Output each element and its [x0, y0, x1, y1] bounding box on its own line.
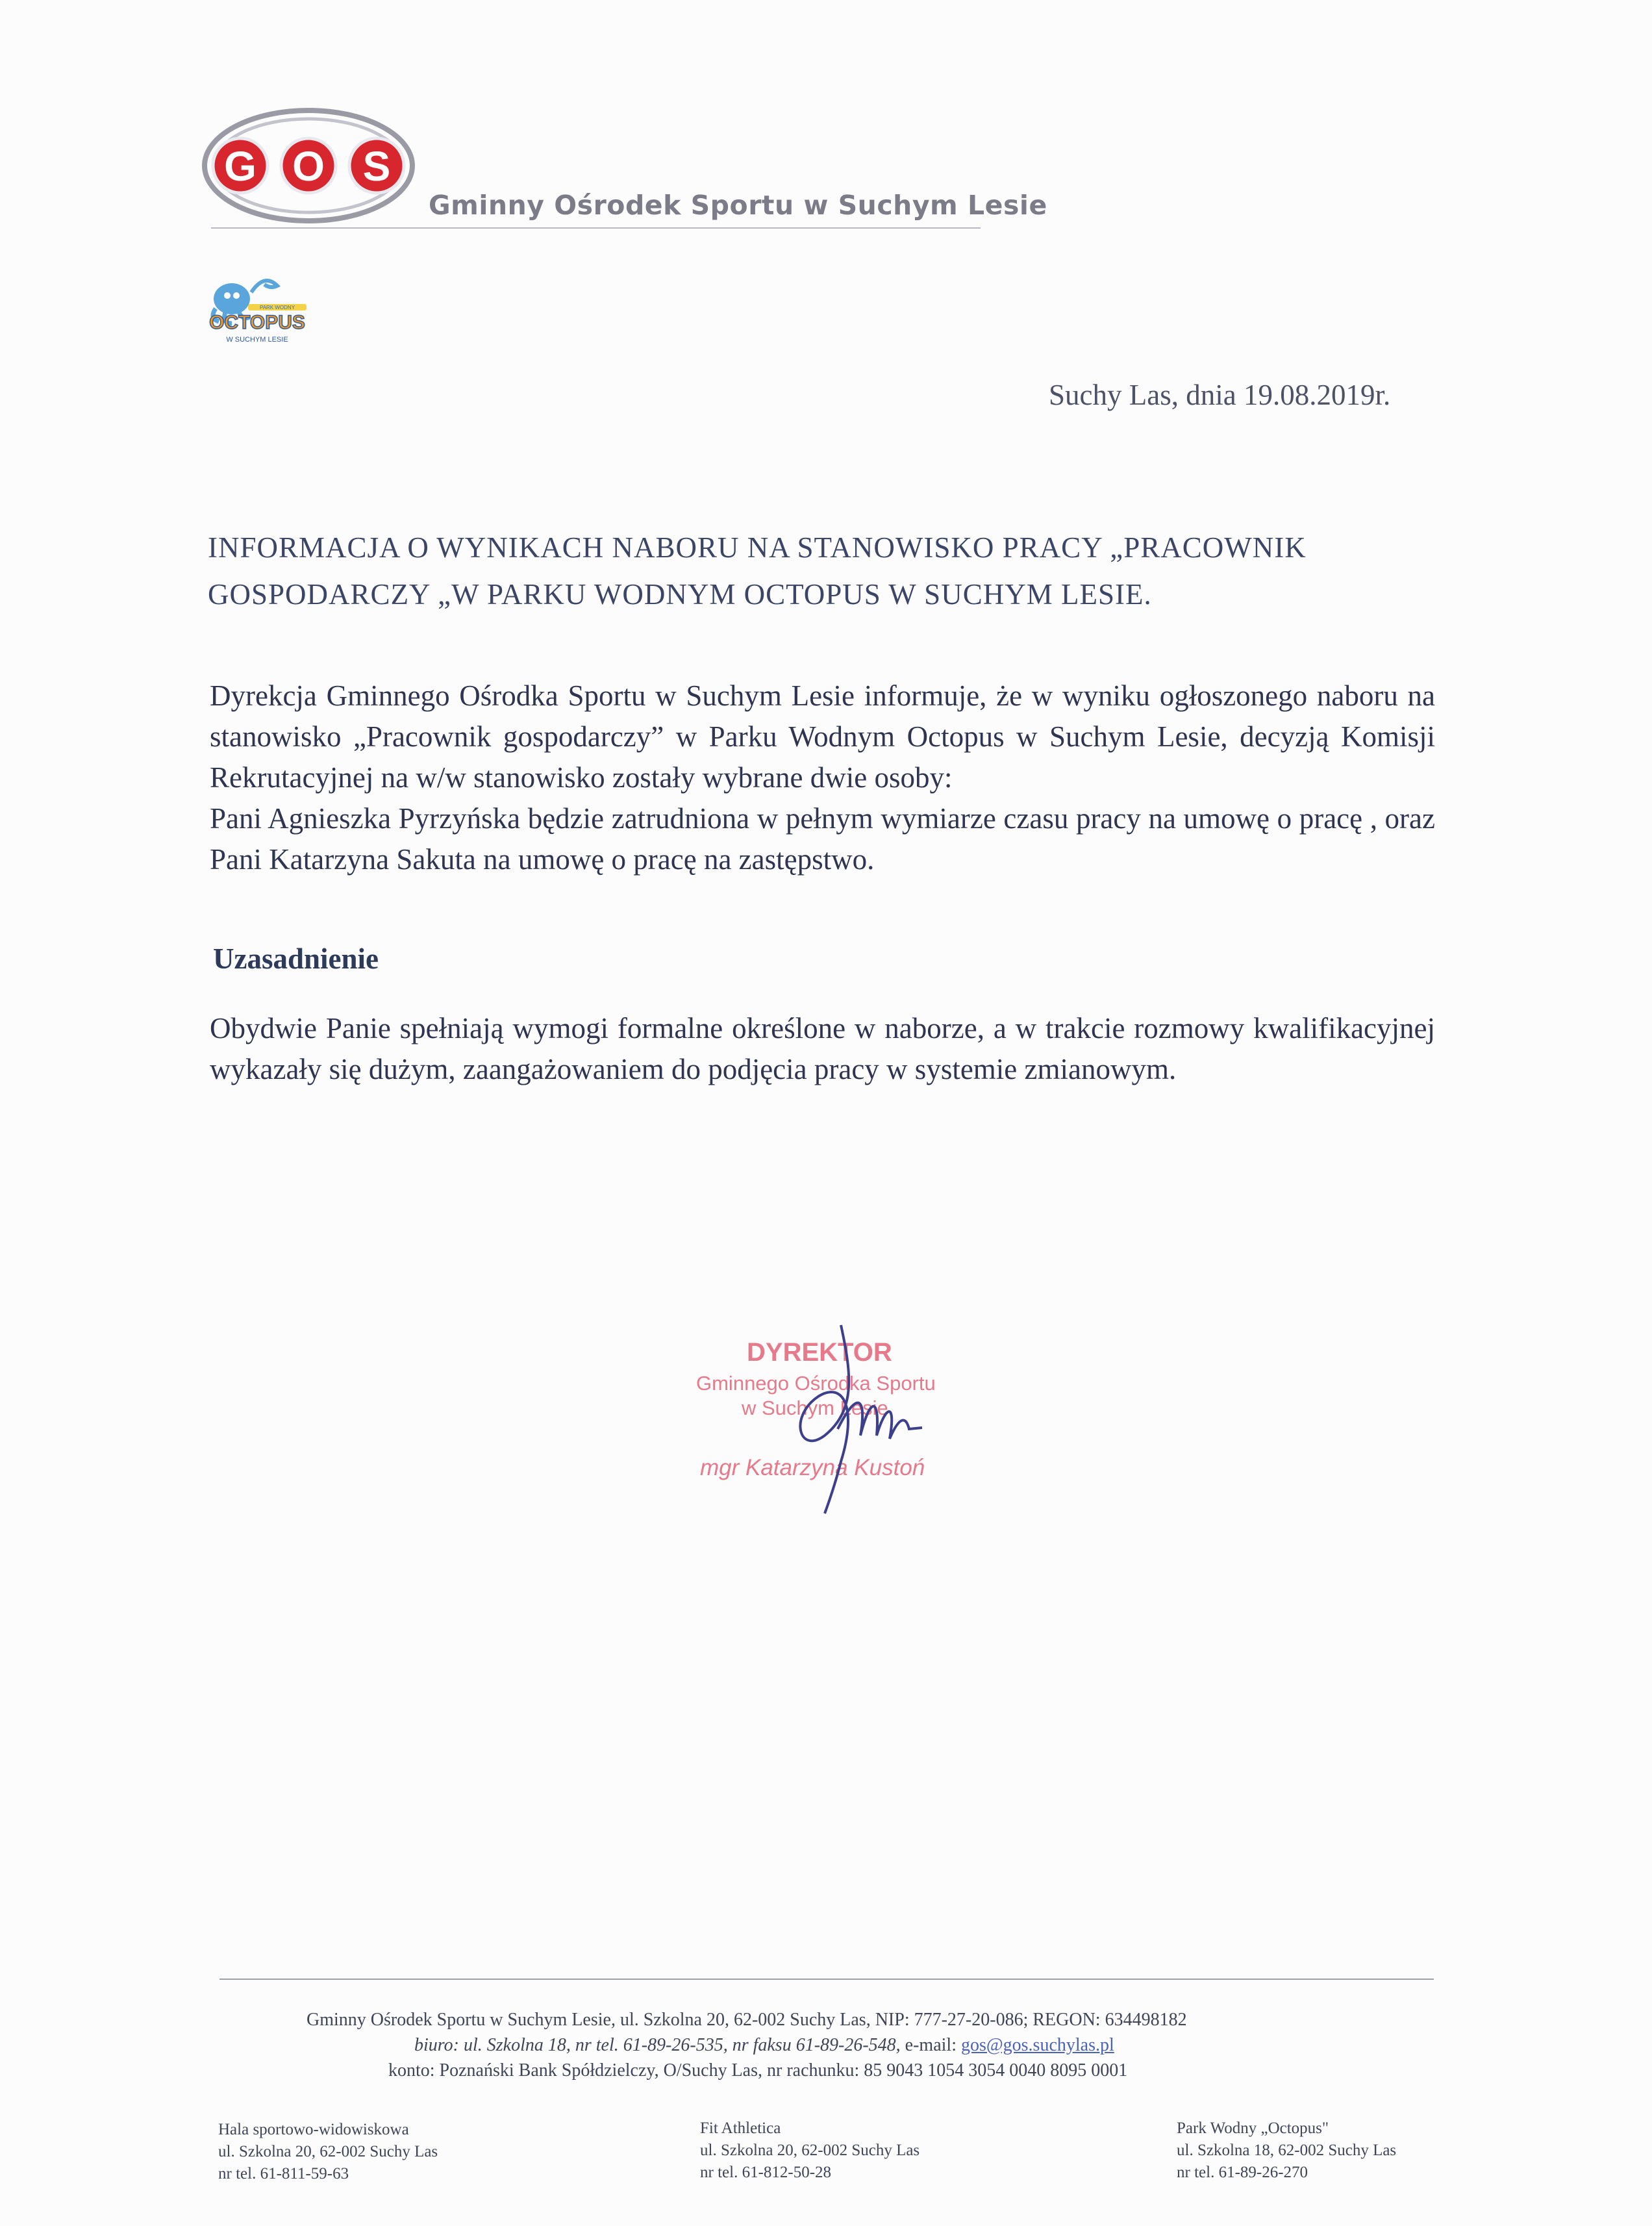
footer-venue-hall — [218, 2119, 438, 2185]
octopus-logo — [203, 273, 313, 351]
email-label: e-mail: — [900, 2035, 961, 2055]
logo-letter-o: O — [292, 143, 325, 190]
venue-phone: nr tel. 61-89-26-270 — [1177, 2164, 1308, 2181]
octopus-logo-bottom: W SUCHYM LESIE — [226, 336, 288, 344]
logo-letter-g: G — [224, 143, 257, 190]
letter-title-line: GOSPODARCZY „W PARKU WODNYM OCTOPUS W SUCHYM LESIE. — [208, 578, 1152, 611]
stamp-location: w Suchym Lesie — [742, 1397, 888, 1419]
letter-title — [208, 524, 1435, 618]
venue-name: Hala sportowo-widowiskowa — [218, 2121, 409, 2138]
gos-logo — [198, 104, 419, 234]
venue-name: Park Wodny „Octopus" — [1177, 2119, 1329, 2137]
footer-venue-fit — [700, 2118, 920, 2184]
email-link[interactable]: gos@gos.suchylas.pl — [960, 2035, 1114, 2055]
paragraph-text: Dyrekcja Gminnego Ośrodka Sportu w Suchym Lesie informuje, że w wyniku ogłoszonego naboru na stanowisko „Pracownik gospodarczy” w Parku Wodnym Octopus w Suchym Lesie, decyzją Komisji Rekrutacyjnej na w/w stanowisko zostały wybrane dwie osoby: — [210, 679, 1435, 794]
organization-name: Gminny Ośrodek Sportu w Suchym Lesie — [429, 190, 1047, 221]
letter-date: Suchy Las, dnia 19.08.2019r. — [1049, 379, 1391, 411]
octopus-logo-top: PARK WODNY — [259, 305, 295, 310]
stamp-organization: Gminnego Ośrodka Sportu — [696, 1372, 936, 1395]
venue-name: Fit Athletica — [700, 2119, 781, 2137]
logo-letter-s: S — [362, 143, 391, 190]
stamp-title: DYREKTOR — [747, 1338, 892, 1367]
letter-title-line: INFORMACJA O WYNIKACH NABORU NA STANOWISKO PRACY „PRACOWNIK — [208, 531, 1307, 564]
header-divider — [211, 227, 981, 229]
venue-phone: nr tel. 61-812-50-28 — [700, 2164, 832, 2181]
footer-divider — [219, 1979, 1434, 1980]
handwritten-signature — [727, 1319, 961, 1526]
body-paragraph-justification — [210, 1008, 1435, 1090]
stamp-signatory-name: mgr Katarzyna Kustoń — [700, 1455, 925, 1480]
venue-address: ul. Szkolna 20, 62-002 Suchy Las — [218, 2143, 438, 2160]
venue-phone: nr tel. 61-811-59-63 — [218, 2165, 349, 2182]
venue-address: ul. Szkolna 18, 62-002 Suchy Las — [1177, 2142, 1397, 2159]
footer-office-contact — [414, 2035, 1114, 2056]
octopus-logo-main: OCTOPUS — [209, 312, 305, 333]
body-paragraph-decision — [210, 676, 1435, 880]
paragraph-text: Pani Agnieszka Pyrzyńska będzie zatrudniona w pełnym wymiarze czasu pracy na umowę o pracę , oraz Pani Katarzyna Sakuta na umowę o pracę na zastępstwo. — [210, 802, 1435, 876]
venue-address: ul. Szkolna 20, 62-002 Suchy Las — [700, 2142, 920, 2159]
paragraph-text: Obydwie Panie spełniają wymogi formalne określone w naborze, a w trakcie rozmowy kwalifikacyjnej wykazały się dużym, zaangażowaniem do podjęcia pracy w systemie zmianowym. — [210, 1012, 1435, 1085]
section-heading: Uzasadnienie — [213, 942, 379, 975]
footer-venue-park — [1177, 2118, 1396, 2184]
footer-organization: Gminny Ośrodek Sportu w Suchym Lesie, ul. Szkolna 20, 62-002 Suchy Las, NIP: 777-27-20-086; REGON: 634498182 — [307, 2010, 1187, 2030]
footer-bank-account: konto: Poznański Bank Spółdzielczy, O/Suchy Las, nr rachunku: 85 9043 1054 3054 0040 8095 0001 — [388, 2060, 1128, 2081]
footer-office-text: biuro: ul. Szkolna 18, nr tel. 61-89-26-535, nr faksu 61-89-26-548, — [414, 2035, 901, 2055]
